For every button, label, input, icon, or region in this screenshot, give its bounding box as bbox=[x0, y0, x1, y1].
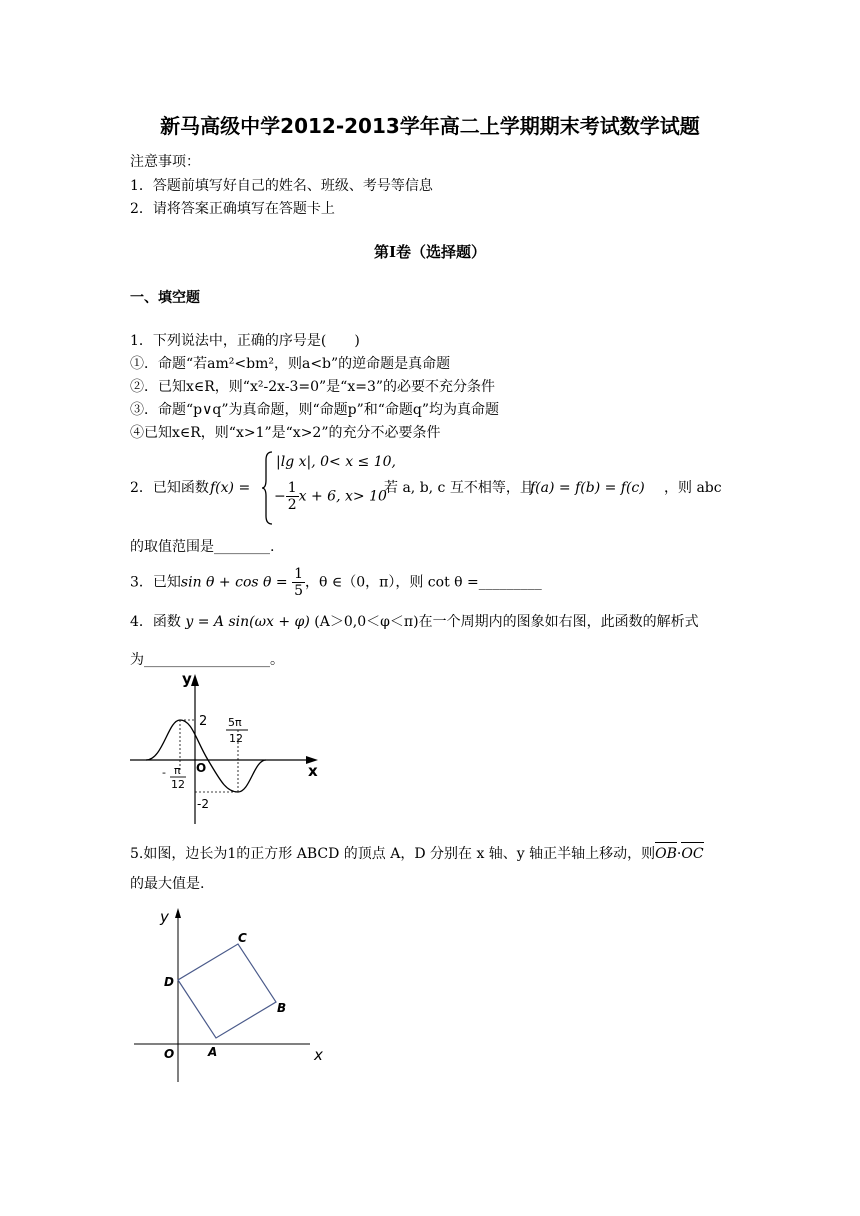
notice-item: 2．请将答案正确填写在答题卡上 bbox=[130, 201, 335, 217]
max-label: 2 bbox=[199, 714, 208, 729]
vertex-a-label: A bbox=[208, 1045, 218, 1059]
q4-expr: y = A sin(ωx + φ) bbox=[185, 614, 310, 630]
q1-option: ②．已知x∈R，则“x²-2x-3=0”是“x=3”的必要不充分条件 bbox=[130, 379, 496, 395]
q2-case1: |lg x|, 0< x ≤ 10, bbox=[276, 454, 396, 470]
q2-prefix: 2．已知函数 bbox=[130, 480, 209, 496]
q3-blank: _________ bbox=[478, 574, 542, 591]
right-tick-num: 5π bbox=[228, 716, 242, 729]
q2-case2-num: 1 bbox=[287, 480, 297, 496]
q4-cond: (A＞0,0＜φ＜π)在一个周期内的图象如右图，此函数的解析式 bbox=[314, 614, 699, 630]
left-tick-sign: - bbox=[162, 766, 166, 779]
q3-fraction bbox=[292, 566, 305, 599]
q1-option: ①．命题“若am²<bm²，则a<b”的逆命题是真命题 bbox=[130, 356, 451, 372]
q1-option: ③．命题“p∨q”为真命题，则“命题p”和“命题q”均为真命题 bbox=[130, 402, 500, 418]
q5-vector-ob: OB bbox=[655, 844, 677, 864]
left-tick-num: π bbox=[174, 764, 181, 777]
q2-brace bbox=[262, 450, 274, 526]
q2-lhs: f(x) = bbox=[210, 480, 251, 496]
q5-vector-oc: OC bbox=[681, 844, 703, 864]
q3-num: 1 bbox=[294, 566, 303, 582]
q3-line bbox=[130, 566, 542, 599]
q5-dot: · bbox=[676, 846, 682, 862]
section-title: 一、填空题 bbox=[130, 290, 200, 306]
sine-curve bbox=[146, 720, 266, 792]
x-label: x bbox=[314, 1046, 323, 1064]
origin-label: O bbox=[196, 761, 207, 775]
q4-prefix: 4．函数 bbox=[130, 614, 181, 630]
q2-case2-sign: − bbox=[274, 488, 286, 505]
q2-line2: 的取值范围是________. bbox=[130, 539, 275, 555]
q2-case2-tail: x + 6, x> 10 bbox=[298, 488, 387, 505]
q3-cond: ，θ ∈（0，π），则 cot θ = bbox=[305, 574, 479, 591]
min-label: -2 bbox=[197, 797, 209, 811]
q1-stem: 1．下列说法中，正确的序号是( ) bbox=[130, 333, 360, 349]
notice-item: 1．答题前填写好自己的姓名、班级、考号等信息 bbox=[130, 178, 433, 194]
q2-case2 bbox=[274, 480, 387, 513]
left-tick-den: 12 bbox=[171, 778, 185, 791]
q2-case2-fraction bbox=[286, 480, 299, 513]
y-axis-arrow bbox=[191, 674, 199, 686]
vertex-b-label: B bbox=[277, 1001, 287, 1015]
q4-line bbox=[130, 612, 699, 632]
page-title: 新马高级中学2012-2013学年高二上学期期末考试数学试题 bbox=[160, 114, 700, 138]
q1-option: ④已知x∈R，则“x>1”是“x>2”的充分不必要条件 bbox=[130, 425, 441, 441]
q2-middle: 若 a, b, c 互不相等，且 bbox=[384, 480, 534, 496]
q2-case2-den: 2 bbox=[287, 497, 297, 513]
square-abcd bbox=[178, 944, 276, 1038]
q2-equation: f(a) = f(b) = f(c) bbox=[530, 480, 645, 496]
q3-prefix: 3．已知 bbox=[130, 574, 181, 591]
notice-heading: 注意事项： bbox=[130, 154, 200, 170]
q5-square-graph bbox=[130, 906, 340, 1086]
q5-line2: 的最大值是. bbox=[130, 876, 205, 892]
q3-den: 5 bbox=[294, 583, 303, 599]
right-tick-den: 12 bbox=[229, 732, 243, 745]
x-label: x bbox=[308, 762, 318, 780]
q2-suffix: ，则 abc bbox=[664, 480, 722, 496]
q5-text: 5.如图，边长为1的正方形 ABCD 的顶点 A，D 分别在 x 轴、y 轴正半轴上移动，则 bbox=[130, 846, 656, 862]
y-axis-arrow bbox=[175, 908, 181, 918]
q4-line2: 为__________________。 bbox=[130, 652, 284, 668]
q5-line1 bbox=[130, 844, 704, 864]
origin-label: O bbox=[164, 1047, 175, 1061]
part-title: 第I卷（选择题） bbox=[373, 243, 487, 261]
y-label: y bbox=[160, 908, 169, 926]
vertex-c-label: C bbox=[238, 931, 247, 945]
vertex-d-label: D bbox=[164, 975, 174, 989]
q4-sine-graph bbox=[128, 668, 328, 828]
y-label: y bbox=[182, 670, 192, 688]
q3-expr: sin θ + cos θ = bbox=[180, 574, 288, 591]
